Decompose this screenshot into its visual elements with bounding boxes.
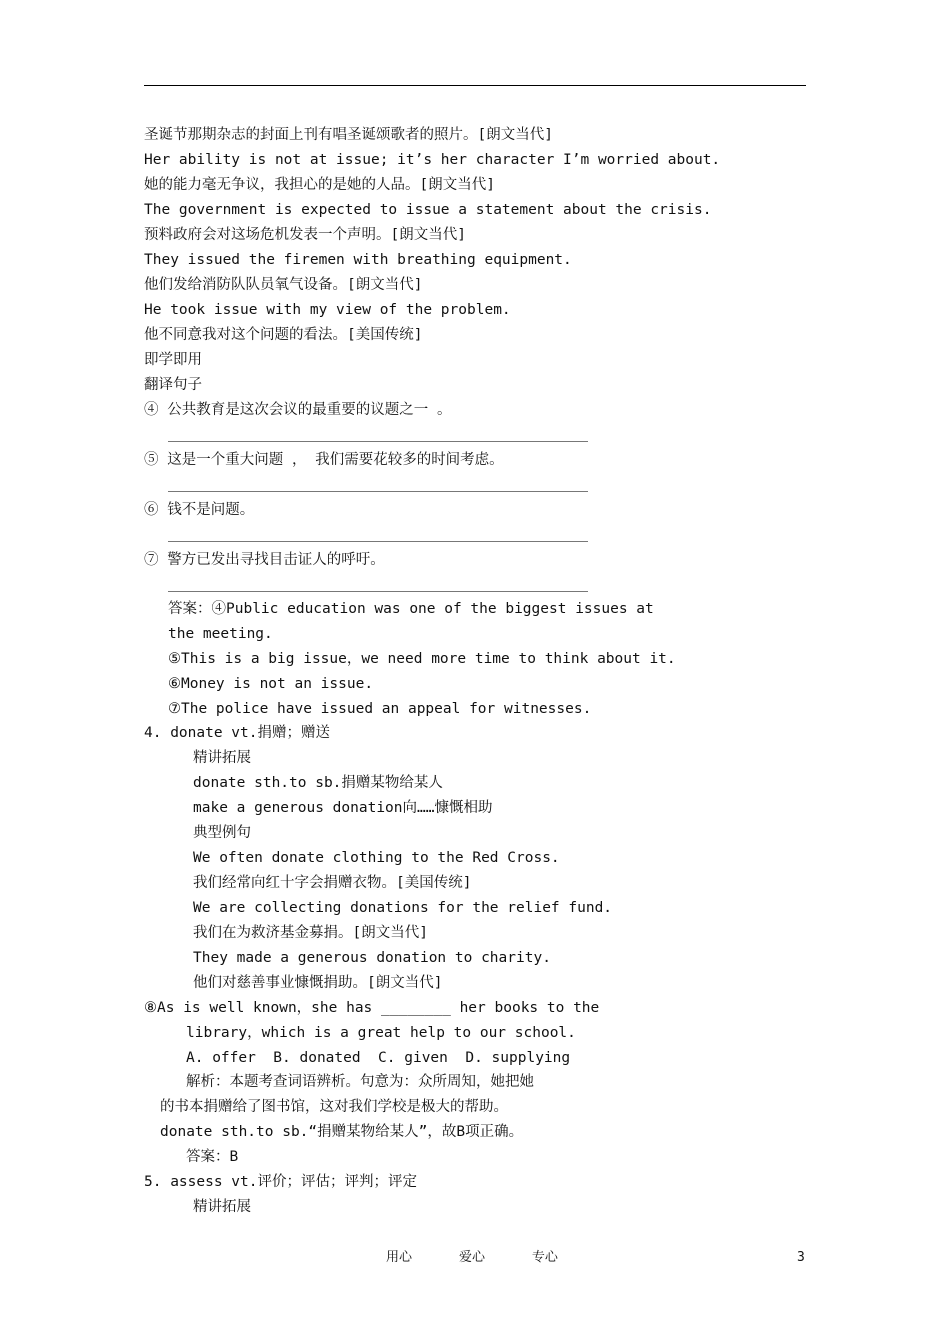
vocab-heading: 4. donate vt.捐赠；赠送 [144,725,330,741]
analysis-line: 的书本捐赠给了图书馆，这对我们学校是极大的帮助。 [160,1099,508,1115]
text-line: Her ability is not at issue; it’s her character I’m worried about. [144,152,721,168]
text-line: 预料政府会对这场危机发表一个声明。[朗文当代] [144,227,466,243]
text-line: 他不同意我对这个问题的看法。[美国传统] [144,327,423,343]
text-line: 她的能力毫无争议，我担心的是她的人品。[朗文当代] [144,177,495,193]
section-heading: 即学即用 [144,352,202,368]
question-line: ⑧As is well known，she has ________ her books to the [144,1000,600,1016]
answer-line: ⑦The police have issued an appeal for witnesses. [168,701,592,717]
answer-line: 答案：④Public education was one of the biggest issues at [168,601,654,617]
analysis-line: donate sth.to sb.“捐赠某物给某人”，故B项正确。 [160,1124,524,1140]
answer-line: the meeting. [168,626,273,642]
footer-motto: 用心 爱心 专心 [386,1250,558,1265]
analysis-line: 解析：本题考查词语辨析。句意为：众所周知，她把她 [186,1074,534,1090]
sub-heading: 典型例句 [193,825,251,841]
text-line: 我们在为救济基金募捐。[朗文当代] [193,925,428,941]
exercise-item: ④ 公共教育是这次会议的最重要的议题之一 。 [144,402,452,418]
answer-blank-line [168,591,588,592]
text-line: 我们经常向红十字会捐赠衣物。[美国传统] [193,875,472,891]
text-line: He took issue with my view of the problem. [144,302,511,318]
exercise-item: ⑦ 警方已发出寻找目击证人的呼吁。 [144,552,385,568]
answer-blank-line [168,541,588,542]
sub-heading: 精讲拓展 [193,1199,251,1215]
text-line: We are collecting donations for the relief fund. [193,900,613,916]
text-line: donate sth.to sb.捐赠某物给某人 [193,775,443,791]
text-line: They issued the firemen with breathing equipment. [144,252,572,268]
text-line: 圣诞节那期杂志的封面上刊有唱圣诞颂歌者的照片。[朗文当代] [144,127,553,143]
sub-heading: 精讲拓展 [193,750,251,766]
text-line: 他们对慈善事业慷慨捐助。[朗文当代] [193,975,443,991]
answer-line: ⑤This is a big issue，we need more time to think about it. [168,651,676,667]
answer-blank-line [168,441,588,442]
answer-line: 答案：B [186,1149,239,1165]
exercise-item: ⑥ 钱不是问题。 [144,502,255,518]
question-line: library，which is a great help to our school. [186,1025,576,1041]
text-line: They made a generous donation to charity. [193,950,551,966]
answer-line: ⑥Money is not an issue. [168,676,374,692]
vocab-heading: 5. assess vt.评价；评估；评判；评定 [144,1174,417,1190]
answer-blank-line [168,491,588,492]
exercise-item: ⑤ 这是一个重大问题 ， 我们需要花较多的时间考虑。 [144,452,504,468]
section-heading: 翻译句子 [144,377,202,393]
text-line: 他们发给消防队队员氧气设备。[朗文当代] [144,277,423,293]
page-number: 3 [797,1250,805,1265]
page-footer [0,1247,950,1269]
question-options: A. offer B. donated C. given D. supplying [186,1050,571,1066]
text-line: make a generous donation向……慷慨相助 [193,800,493,816]
text-line: The government is expected to issue a statement about the crisis. [144,202,712,218]
text-line: We often donate clothing to the Red Cross. [193,850,560,866]
